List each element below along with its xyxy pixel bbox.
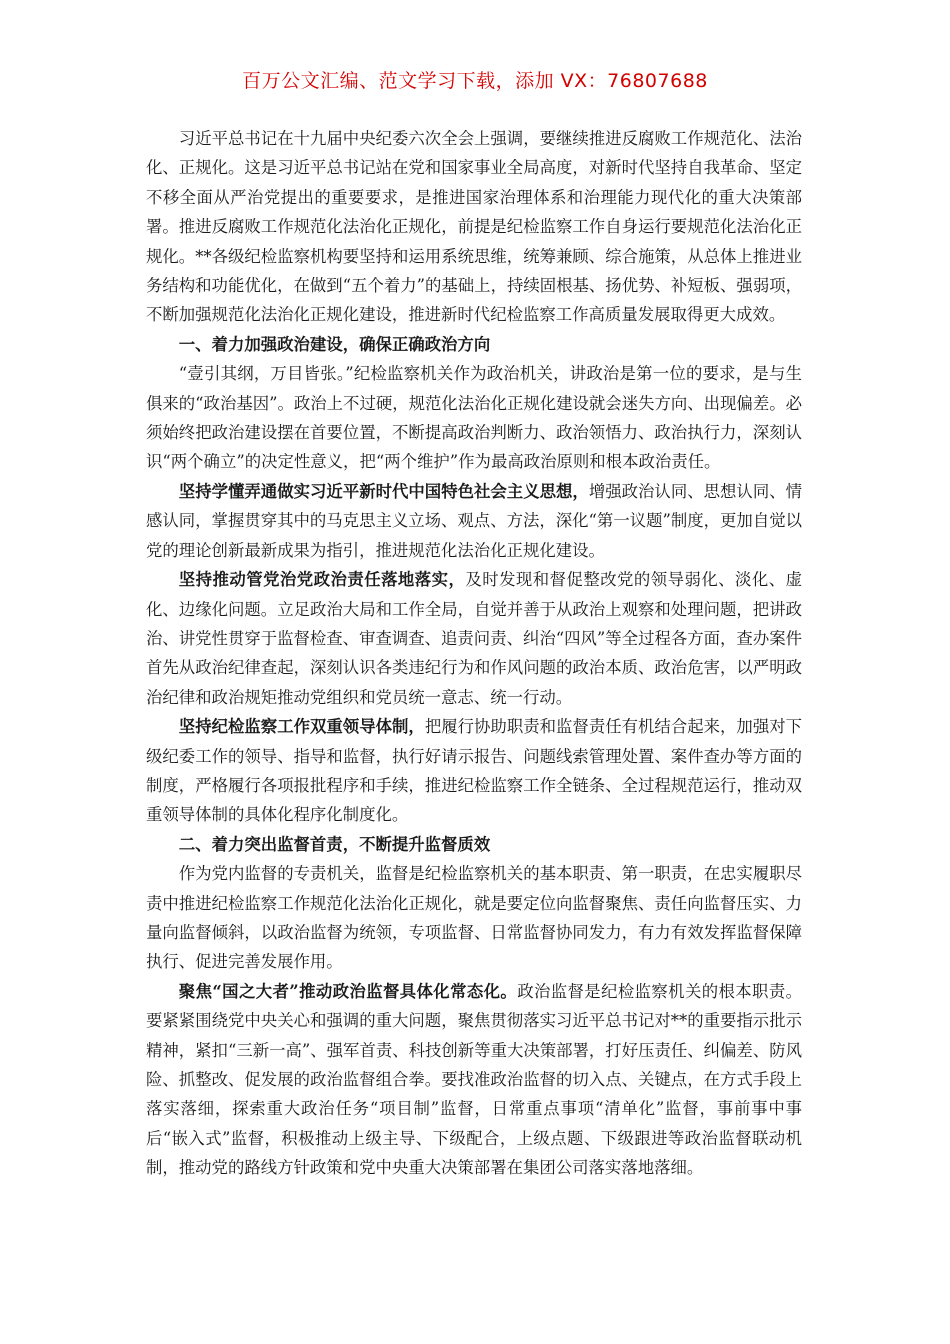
section-2-paragraph-1: 作为党内监督的专责机关，监督是纪检监察机关的基本职责、第一职责，在忠实履职尽责中推进纪检监察工作规范化法治化正规化，就是要定位向监督聚焦、责任向监督压实、力量向监督倾斜，以政治监督为统领，专项监督、日常监督协同发力，有力有效发挥监督保障执行、促进完善发展作用。 xyxy=(146,864,802,972)
document-body xyxy=(146,124,802,1183)
section-1-paragraph-4-text: 把履行协助职责和监督责任有机结合起来，加强对下级纪委工作的领导、指导和监督，执行好请示报告、问题线索管理处置、案件查办等方面的制度，严格履行各项报批程序和手续，推进纪检监察工作全链条、全过程规范运行，推动双重领导体制的具体化程序化制度化。 xyxy=(146,717,803,825)
section-1-paragraph-3-lead: 坚持推动管党治党政治责任落地落实， xyxy=(178,570,466,590)
section-1-heading: 一、着力加强政治建设，确保正确政治方向 xyxy=(178,334,491,354)
section-1-paragraph-1: “壹引其纲，万目皆张。”纪检监察机关作为政治机关，讲政治是第一位的要求，是与生俱来的“政治基因”。政治上不过硬，规范化法治化正规化建设就会迷失方向、出现偏差。必须始终把政治建设摆在首要位置，不断提高政治判断力、政治领悟力、政治执行力，深刻认识“两个确立”的决定性意义，把“两个维护”作为最高政治原则和根本政治责任。 xyxy=(146,364,802,472)
section-1-paragraph-2 xyxy=(146,477,802,565)
section-1-paragraph-4 xyxy=(146,712,802,830)
section-2-paragraph-2-text: 政治监督是纪检监察机关的根本职责。要紧紧围绕党中央关心和强调的重大问题，聚焦贯彻落实习近平总书记对**的重要指示批示精神，紧扣“三新一高”、强军首责、科技创新等重大决策部署，打好压责任、纠偏差、防风险、抓整改、促发展的政治监督组合拳。要找准政治监督的切入点、关键点，在方式手段上落实落细，探索重大政治任务“项目制”监督，日常重点事项“清单化”监督，事前事中事后“嵌入式”监督，积极推动上级主导、下级配合，上级点题、下级跟进等政治监督联动机制，推动党的路线方针政策和党中央重大决策部署在集团公司落实落地落细。 xyxy=(146,981,803,1178)
section-2-heading: 二、着力突出监督首责，不断提升监督质效 xyxy=(178,834,491,854)
section-2-paragraph-2-lead: 聚焦“国之大者”推动政治监督具体化常态化。 xyxy=(178,981,518,1001)
section-1-paragraph-2-text: 增强政治认同、思想认同、情感认同，掌握贯穿其中的马克思主义立场、观点、方法，深化“第一议题”制度，更加自觉以党的理论创新最新成果为指引，推进规范化法治化正规化建设。 xyxy=(146,481,803,560)
section-1-paragraph-4-lead: 坚持纪检监察工作双重领导体制， xyxy=(178,717,425,737)
section-1-paragraph-3-text: 及时发现和督促整改党的领导弱化、淡化、虚化、边缘化问题。立足政治大局和工作全局，自觉并善于从政治上观察和处理问题，把讲政治、讲党性贯穿于监督检查、审查调查、追责问责、纠治“四风”等全过程各方面，查办案件首先从政治纪律查起，深刻认识各类违纪行为和作风问题的政治本质、政治危害，以严明政治纪律和政治规矩推动党组织和党员统一意志、统一行动。 xyxy=(146,570,803,707)
section-2-paragraph-2 xyxy=(146,977,802,1183)
intro-paragraph: 习近平总书记在十九届中央纪委六次全会上强调，要继续推进反腐败工作规范化、法治化、正规化。这是习近平总书记站在党和国家事业全局高度，对新时代坚持自我革命、坚定不移全面从严治党提出的重要要求，是推进国家治理体系和治理能力现代化的重大决策部署。推进反腐败工作规范化法治化正规化，前提是纪检监察工作自身运行要规范化法治化正规化。**各级纪检监察机构要坚持和运用系统思维，统筹兼顾、综合施策，从总体上推进业务结构和功能优化，在做到“五个着力”的基础上，持续固根基、扬优势、补短板、强弱项，不断加强规范化法治化正规化建设，推进新时代纪检监察工作高质量发展取得更大成效。 xyxy=(146,129,802,325)
watermark-header: 百万公文汇编、范文学习下载，添加 VX：76807688 xyxy=(242,70,708,92)
section-1-paragraph-2-lead: 坚持学懂弄通做实习近平新时代中国特色社会主义思想， xyxy=(178,481,589,501)
section-1-paragraph-3 xyxy=(146,565,802,712)
